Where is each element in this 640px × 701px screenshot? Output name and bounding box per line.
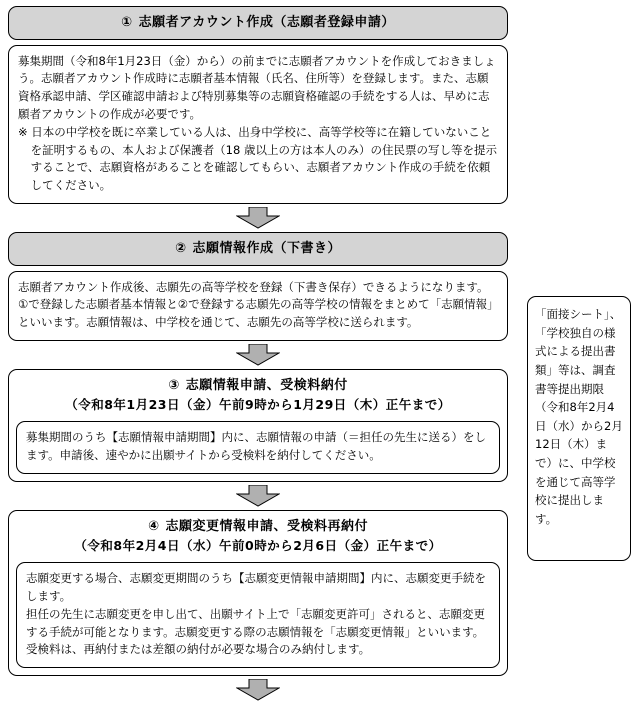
step-2-header <box>8 232 508 266</box>
step-1-paragraph-1: 募集期間（令和8年1月23日（金）から）の前までに志願者アカウントを作成しておきましょう。志願者アカウント作成時に志願者基本情報（氏名、住所等）を登録します。また、志願資格承認申請、学区確認申請および特別募集等の志願資格確認の手続をする人は、早めに志願者アカウントの作成が必要です。 <box>18 53 496 121</box>
arrow-4-to-next <box>8 679 508 701</box>
step-1-number: ① <box>121 15 133 30</box>
step-1-body <box>8 45 508 205</box>
step-4-paragraph-3: 受検料は、再納付または差額の納付が必要な場合のみ納付します。 <box>26 642 371 657</box>
down-arrow-icon <box>236 679 280 701</box>
step-4-paragraph-1: 志願変更する場合、志願変更期間のうち【志願変更情報申請期間】内に、志願変更手続をします。 <box>26 571 486 603</box>
side-note-box <box>527 296 631 561</box>
arrow-2-to-3 <box>8 344 508 366</box>
step-3-body <box>16 421 500 474</box>
step-4-subtitle: （令和8年2月4日（水）午前0時から2月6日（金）正午まで） <box>74 538 442 554</box>
step-3-card <box>8 369 508 482</box>
step-4-card <box>8 510 508 676</box>
step-4-paragraph-2: 担任の先生に志願変更を申し出て、出願サイト上で「志願変更許可」されると、志願変更する手続が可能となります。志願変更する際の志願情報を「志願変更情報」といいます。 <box>26 606 485 639</box>
step-2-title: 志願情報作成（下書き） <box>192 241 342 256</box>
step-2-paragraph-1: 志願者アカウント作成後、志願先の高等学校を登録（下書き保存）できるようになります。①で登録した志願者基本情報と②で登録する志願先の高等学校の情報をまとめて「志願情報」といいます。志願情報は、中学校を通じて、志願先の高等学校に送られます。 <box>18 279 493 330</box>
step-4-title: 志願変更情報申請、受検料再納付 <box>165 518 369 534</box>
arrow-3-to-4 <box>8 485 508 507</box>
step-1-title: 志願者アカウント作成（志願者登録申請） <box>138 15 395 30</box>
flow-column <box>8 6 508 701</box>
step-3-title: 志願情報申請、受検料納付 <box>185 377 348 393</box>
step-4-number: ④ <box>147 518 160 534</box>
step-2-number: ② <box>174 241 187 256</box>
step-3-paragraph-1: 募集期間のうち【志願情報申請期間】内に、志願情報の申請（＝担任の先生に送る）をします。申請後、速やかに出願サイトから受検料を納付してください。 <box>26 430 486 462</box>
step-4-header <box>9 511 507 562</box>
arrow-1-to-2 <box>8 207 508 229</box>
side-note-text: 「面接シート」、「学校独自の様式による提出書類」等は、調査書等提出期限（令和8年2月4日（水）から2月12日（木）まで）に、中学校を通じて高等学校に提出します。 <box>535 307 623 526</box>
step-3-header <box>9 370 507 421</box>
step-3-number: ③ <box>168 377 180 393</box>
step-2-body <box>8 271 508 341</box>
step-1-paragraph-2: ※ 日本の中学校を既に卒業している人は、出身中学校に、高等学校等に在籍していないことを証明するもの、本人および保護者（18 歳以上の方は本人のみ）の住民票の写し等を提示することで、志願資格があることを確認してもらい、志願者アカウント作成の手続を依頼してください。 <box>18 124 497 193</box>
step-3-subtitle: （令和8年1月23日（金）午前9時から1月29日（木）正午まで） <box>65 397 451 413</box>
step-1-header <box>8 6 508 40</box>
down-arrow-icon <box>236 344 280 366</box>
step-4-body <box>16 562 500 668</box>
down-arrow-icon <box>236 485 280 507</box>
down-arrow-icon <box>236 207 280 229</box>
